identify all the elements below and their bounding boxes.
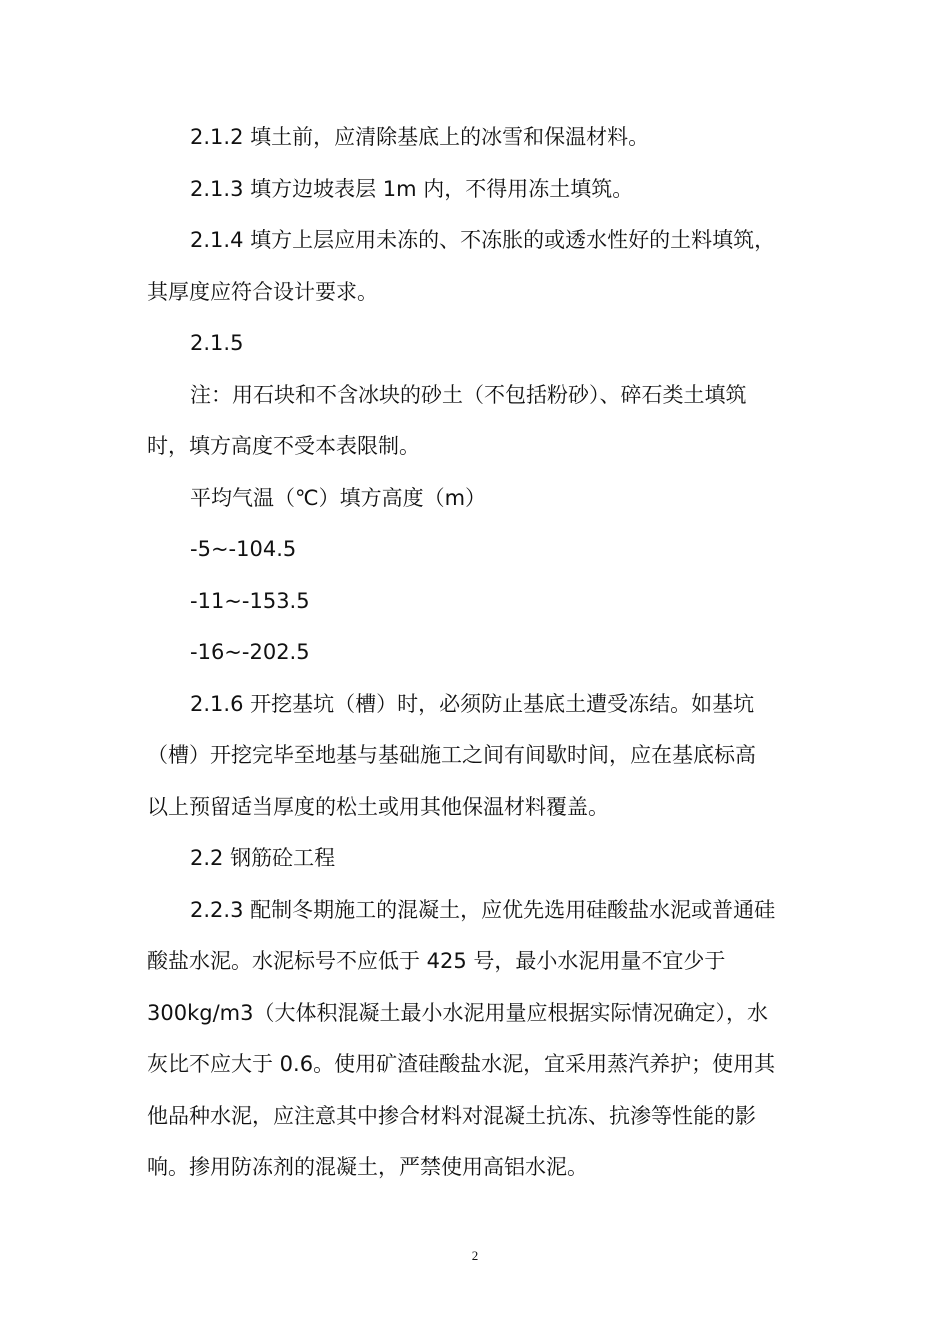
paragraph-2-2-3-line-5: 他品种水泥，应注意其中掺合材料对混凝土抗冻、抗渗等性能的影 — [147, 1103, 756, 1128]
paragraph-2-1-6-line-1: 2.1.6 开挖基坑（槽）时，必须防止基底土遭受冻结。如基坑 — [190, 691, 755, 716]
page-number: 2 — [471, 1248, 479, 1263]
table-row: -16~-202.5 — [190, 640, 310, 664]
paragraph-2-1-4-line-2: 其厚度应符合设计要求。 — [147, 279, 378, 304]
table-row: -5~-104.5 — [190, 537, 297, 561]
paragraph-2-2-3-line-6: 响。掺用防冻剂的混凝土，严禁使用高铝水泥。 — [147, 1155, 588, 1179]
paragraph-2-2-3-line-2: 酸盐水泥。水泥标号不应低于 425 号，最小水泥用量不宜少于 — [147, 949, 726, 973]
table-row: -11~-153.5 — [190, 588, 310, 613]
table-header: 平均气温（℃）填方高度（m） — [190, 485, 487, 510]
paragraph-2-2-3-line-4: 灰比不应大于 0.6。使用矿渣硅酸盐水泥，宜采用蒸汽养护；使用其 — [147, 1052, 776, 1076]
paragraph-2-1-6-line-2: （槽）开挖完毕至地基与基础施工之间有间歇时间，应在基底标高 — [147, 743, 756, 767]
paragraph-2-2-3-line-1: 2.2.3 配制冬期施工的混凝土，应优先选用硅酸盐水泥或普通硅 — [190, 897, 776, 922]
section-2-2-heading: 2.2 钢筋砼工程 — [190, 846, 336, 870]
paragraph-2-1-3: 2.1.3 填方边坡表层 1m 内，不得用冻土填筑。 — [190, 176, 634, 201]
section-2-1-5-heading: 2.1.5 — [190, 331, 244, 355]
paragraph-2-2-3-line-3: 300kg/m3（大体积混凝土最小水泥用量应根据实际情况确定），水 — [147, 1000, 768, 1025]
paragraph-2-1-6-line-3: 以上预留适当厚度的松土或用其他保温材料覆盖。 — [147, 794, 609, 819]
paragraph-2-1-4-line-1: 2.1.4 填方上层应用未冻的、不冻胀的或透水性好的土料填筑， — [190, 228, 776, 252]
note-line-2: 时，填方高度不受本表限制。 — [147, 434, 420, 458]
note-line-1: 注：用石块和不含冰块的砂土（不包括粉砂）、碎石类土填筑 — [190, 382, 747, 407]
paragraph-2-1-2: 2.1.2 填土前，应清除基底上的冰雪和保温材料。 — [190, 125, 650, 149]
document-body — [147, 112, 807, 1194]
